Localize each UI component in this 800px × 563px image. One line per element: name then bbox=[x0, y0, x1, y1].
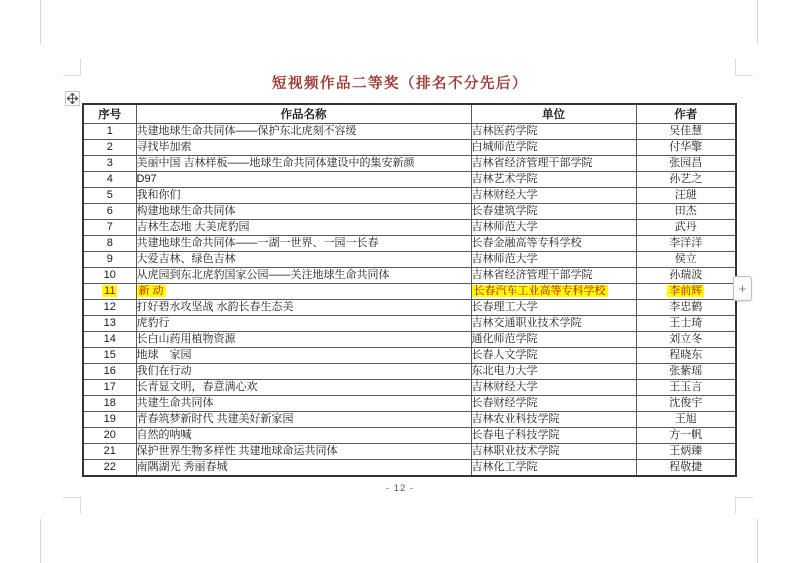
cell-text: 李前辉 bbox=[669, 284, 703, 297]
cell-text: 10 bbox=[103, 268, 116, 281]
cell-no bbox=[83, 299, 136, 315]
cell-text: 寻找毕加索 bbox=[136, 140, 192, 153]
cell-work bbox=[136, 187, 471, 203]
cell-text: 吉林生态地 大美虎豹园 bbox=[136, 220, 250, 233]
cell-text: 长白山药用植物资源 bbox=[136, 332, 236, 345]
cell-text: 吉林师范大学 bbox=[471, 220, 538, 233]
cell-author bbox=[636, 235, 736, 251]
cell-unit bbox=[471, 299, 636, 315]
page-title: 短视频作品二等奖（排名不分先后） bbox=[272, 76, 528, 92]
cell-work bbox=[136, 363, 471, 379]
table-row bbox=[83, 347, 736, 363]
cell-author bbox=[636, 331, 736, 347]
cell-author bbox=[636, 315, 736, 331]
table-row bbox=[83, 283, 736, 299]
cell-no bbox=[83, 155, 136, 171]
cell-text: 武丹 bbox=[674, 220, 697, 233]
cell-text: 吉林艺术学院 bbox=[471, 172, 538, 185]
move-icon bbox=[67, 93, 78, 104]
cell-text: 方一帆 bbox=[669, 428, 703, 441]
table-row bbox=[83, 203, 736, 219]
cell-text: 共建地球生命共同体——一湖一世界、一园一长春 bbox=[136, 236, 379, 249]
table-row bbox=[83, 395, 736, 411]
cell-text: 汪琎 bbox=[674, 188, 697, 201]
cell-no bbox=[83, 347, 136, 363]
cell-text: 吉林交通职业技术学院 bbox=[471, 316, 582, 329]
cell-text: 长春汽车工业高等专科学校 bbox=[473, 284, 606, 297]
cell-author bbox=[636, 203, 736, 219]
cell-text: 共建地球生命共同体——保护东北虎刻不容缓 bbox=[136, 124, 357, 137]
table-row bbox=[83, 363, 736, 379]
cell-text: 白城师范学院 bbox=[471, 140, 538, 153]
cell-unit bbox=[471, 219, 636, 235]
cell-text: 虎豹行 bbox=[136, 316, 170, 329]
cell-text: 我们在行动 bbox=[136, 364, 192, 377]
cell-author bbox=[636, 427, 736, 443]
cell-text: 孙艺之 bbox=[669, 172, 703, 185]
cell-unit bbox=[471, 203, 636, 219]
cell-no bbox=[83, 459, 136, 476]
table-row bbox=[83, 251, 736, 267]
cell-unit bbox=[471, 123, 636, 139]
cell-no bbox=[83, 315, 136, 331]
cell-text: 13 bbox=[103, 316, 116, 329]
cell-text: 4 bbox=[106, 172, 113, 185]
cell-unit bbox=[471, 235, 636, 251]
cell-work bbox=[136, 299, 471, 315]
page-edge-bottom-right bbox=[757, 519, 758, 563]
table-row bbox=[83, 299, 736, 315]
cell-author bbox=[636, 155, 736, 171]
cell-unit bbox=[471, 331, 636, 347]
cell-author bbox=[636, 251, 736, 267]
cell-author bbox=[636, 411, 736, 427]
cell-author bbox=[636, 299, 736, 315]
cell-text: 大爱吉林、绿色吉林 bbox=[136, 252, 236, 265]
header-unit: 单位 bbox=[471, 104, 636, 123]
cell-text: 16 bbox=[103, 364, 116, 377]
cell-text: 吉林财经大学 bbox=[471, 380, 538, 393]
table-row bbox=[83, 427, 736, 443]
cell-text: 吉林职业技术学院 bbox=[471, 444, 560, 457]
cell-text: 新 动 bbox=[138, 284, 164, 297]
cell-no bbox=[83, 171, 136, 187]
table-row bbox=[83, 139, 736, 155]
table-row bbox=[83, 331, 736, 347]
cell-no bbox=[83, 123, 136, 139]
cell-work bbox=[136, 347, 471, 363]
margin-mark-bottom-right bbox=[735, 497, 753, 514]
cell-work bbox=[136, 459, 471, 476]
cell-text: 2 bbox=[106, 140, 113, 153]
cell-text: 12 bbox=[103, 300, 116, 313]
cell-text: 李忠鹤 bbox=[669, 300, 703, 313]
cell-text: 3 bbox=[106, 156, 113, 169]
table-row bbox=[83, 123, 736, 139]
cell-no bbox=[83, 267, 136, 283]
cell-unit bbox=[471, 251, 636, 267]
cell-unit bbox=[471, 347, 636, 363]
cell-text: 张园昌 bbox=[669, 156, 703, 169]
cell-work bbox=[136, 379, 471, 395]
cell-text: 南隅湖光 秀丽春城 bbox=[136, 460, 228, 473]
cell-work bbox=[136, 203, 471, 219]
cell-text: 18 bbox=[103, 396, 116, 409]
cell-text: 构建地球生命共同体 bbox=[136, 204, 236, 217]
cell-work bbox=[136, 411, 471, 427]
cell-author bbox=[636, 379, 736, 395]
cell-work bbox=[136, 395, 471, 411]
cell-no bbox=[83, 235, 136, 251]
cell-no bbox=[83, 187, 136, 203]
table-row bbox=[83, 171, 736, 187]
cell-text: 刘立冬 bbox=[669, 332, 703, 345]
cell-unit bbox=[471, 379, 636, 395]
cell-author bbox=[636, 443, 736, 459]
cell-text: 长春财经学院 bbox=[471, 396, 538, 409]
cell-text: 21 bbox=[103, 444, 116, 457]
cell-text: 侯立 bbox=[674, 252, 697, 265]
page-edge-bottom-left bbox=[40, 519, 41, 563]
cell-author bbox=[636, 459, 736, 476]
cell-text: 东北电力大学 bbox=[471, 364, 538, 377]
cell-text: 通化师范学院 bbox=[471, 332, 538, 345]
cell-no bbox=[83, 443, 136, 459]
cell-text: 6 bbox=[106, 204, 113, 217]
cell-unit bbox=[471, 187, 636, 203]
cell-text: 吉林农业科技学院 bbox=[471, 412, 560, 425]
cell-text: 程晓东 bbox=[669, 348, 703, 361]
cell-work bbox=[136, 283, 471, 299]
cell-work bbox=[136, 267, 471, 283]
cell-author bbox=[636, 267, 736, 283]
cell-text: 20 bbox=[103, 428, 116, 441]
cell-unit bbox=[471, 155, 636, 171]
cell-text: 9 bbox=[106, 252, 113, 265]
cell-text: 5 bbox=[106, 188, 113, 201]
cell-no bbox=[83, 411, 136, 427]
table-row bbox=[83, 459, 736, 476]
cell-text: 长青显文明，春意满心欢 bbox=[136, 380, 258, 393]
cell-text: 11 bbox=[104, 284, 116, 297]
cell-work bbox=[136, 315, 471, 331]
cell-work bbox=[136, 123, 471, 139]
cell-unit bbox=[471, 411, 636, 427]
cell-text: 19 bbox=[103, 412, 116, 425]
cell-text: 王玉言 bbox=[669, 380, 703, 393]
cell-author bbox=[636, 139, 736, 155]
header-author: 作者 bbox=[636, 104, 736, 123]
cell-text: 吉林省经济管理干部学院 bbox=[471, 268, 593, 281]
cell-unit bbox=[471, 427, 636, 443]
cell-unit bbox=[471, 395, 636, 411]
table-row bbox=[83, 315, 736, 331]
awards-table-body bbox=[83, 123, 736, 476]
cell-work bbox=[136, 251, 471, 267]
cell-text: 从虎园到东北虎豹国家公园——关注地球生命共同体 bbox=[136, 268, 390, 281]
margin-mark-bottom-left bbox=[63, 497, 81, 514]
table-row bbox=[83, 267, 736, 283]
cell-author bbox=[636, 187, 736, 203]
cell-text: 我和你们 bbox=[136, 188, 181, 201]
table-row bbox=[83, 235, 736, 251]
cell-author bbox=[636, 219, 736, 235]
cell-text: 张紫瑶 bbox=[669, 364, 703, 377]
cell-no bbox=[83, 379, 136, 395]
cell-text: 美丽中国 吉林样板——地球生命共同体建设中的集安新颜 bbox=[136, 156, 415, 169]
cell-text: 8 bbox=[106, 236, 113, 249]
cell-no bbox=[83, 251, 136, 267]
header-row bbox=[83, 104, 736, 123]
cell-author bbox=[636, 363, 736, 379]
cell-unit bbox=[471, 171, 636, 187]
cell-author bbox=[636, 123, 736, 139]
page-number: - 12 - bbox=[385, 483, 415, 494]
cell-author bbox=[636, 283, 736, 299]
cell-no bbox=[83, 331, 136, 347]
cell-text: D97 bbox=[136, 172, 157, 185]
cell-unit bbox=[471, 363, 636, 379]
cell-text: 吉林师范大学 bbox=[471, 252, 538, 265]
page-edge-top-right bbox=[757, 0, 758, 44]
cell-text: 保护世界生物多样性 共建地球命运共同体 bbox=[136, 444, 338, 457]
cell-work bbox=[136, 219, 471, 235]
table-move-handle[interactable] bbox=[65, 91, 80, 106]
cell-text: 22 bbox=[103, 460, 116, 473]
cell-text: 孙瑞波 bbox=[669, 268, 703, 281]
cell-no bbox=[83, 139, 136, 155]
cell-text: 1 bbox=[106, 124, 113, 137]
cell-text: 长春理工大学 bbox=[471, 300, 538, 313]
cell-text: 地球 家园 bbox=[136, 348, 192, 361]
cell-no bbox=[83, 363, 136, 379]
cell-text: 15 bbox=[103, 348, 116, 361]
page-edge-top-left bbox=[40, 0, 41, 44]
table-row bbox=[83, 379, 736, 395]
cell-text: 王士琦 bbox=[669, 316, 703, 329]
cell-no bbox=[83, 203, 136, 219]
cell-work bbox=[136, 171, 471, 187]
cell-work bbox=[136, 139, 471, 155]
cell-text: 王旭 bbox=[674, 412, 697, 425]
cell-text: 吉林财经大学 bbox=[471, 188, 538, 201]
cell-work bbox=[136, 331, 471, 347]
cell-unit bbox=[471, 443, 636, 459]
cell-text: 17 bbox=[103, 380, 116, 393]
cell-unit bbox=[471, 459, 636, 476]
cell-author bbox=[636, 395, 736, 411]
cell-author bbox=[636, 347, 736, 363]
cell-unit bbox=[471, 283, 636, 299]
header-work: 作品名称 bbox=[136, 104, 471, 123]
cell-text: 14 bbox=[103, 332, 116, 345]
cell-text: 7 bbox=[106, 220, 113, 233]
cell-text: 王炳臻 bbox=[669, 444, 703, 457]
table-row bbox=[83, 219, 736, 235]
cell-no bbox=[83, 219, 136, 235]
cell-text: 共建生命共同体 bbox=[136, 396, 214, 409]
cell-no bbox=[83, 395, 136, 411]
header-no: 序号 bbox=[83, 104, 136, 123]
cell-text: 打好碧水攻坚战 水韵长春生态美 bbox=[136, 300, 294, 313]
cell-text: 田杰 bbox=[674, 204, 697, 217]
table-row bbox=[83, 155, 736, 171]
cell-text: 程敬捷 bbox=[669, 460, 703, 473]
cell-text: 长春人文学院 bbox=[471, 348, 538, 361]
cell-text: 吉林医药学院 bbox=[471, 124, 538, 137]
awards-table bbox=[82, 103, 737, 477]
table-row bbox=[83, 443, 736, 459]
cell-work bbox=[136, 155, 471, 171]
cell-unit bbox=[471, 139, 636, 155]
cell-work bbox=[136, 427, 471, 443]
table-row bbox=[83, 411, 736, 427]
cell-text: 自然的呐喊 bbox=[136, 428, 192, 441]
cell-text: 吴佳慧 bbox=[669, 124, 703, 137]
cell-work bbox=[136, 443, 471, 459]
cell-text: 青春筑梦新时代 共建美好新家园 bbox=[136, 412, 294, 425]
cell-text: 长春金融高等专科学校 bbox=[471, 236, 582, 249]
cell-text: 沈俊宇 bbox=[669, 396, 703, 409]
cell-text: 长春建筑学院 bbox=[471, 204, 538, 217]
cell-text: 长春电子科技学院 bbox=[471, 428, 560, 441]
insert-row-button[interactable]: + bbox=[733, 276, 752, 301]
cell-author bbox=[636, 171, 736, 187]
cell-work bbox=[136, 235, 471, 251]
cell-text: 吉林省经济管理干部学院 bbox=[471, 156, 593, 169]
cell-no bbox=[83, 427, 136, 443]
cell-unit bbox=[471, 315, 636, 331]
cell-no bbox=[83, 283, 136, 299]
cell-text: 付华擎 bbox=[669, 140, 703, 153]
cell-unit bbox=[471, 267, 636, 283]
cell-text: 李洋洋 bbox=[669, 236, 703, 249]
table-row bbox=[83, 187, 736, 203]
cell-text: 吉林化工学院 bbox=[471, 460, 538, 473]
